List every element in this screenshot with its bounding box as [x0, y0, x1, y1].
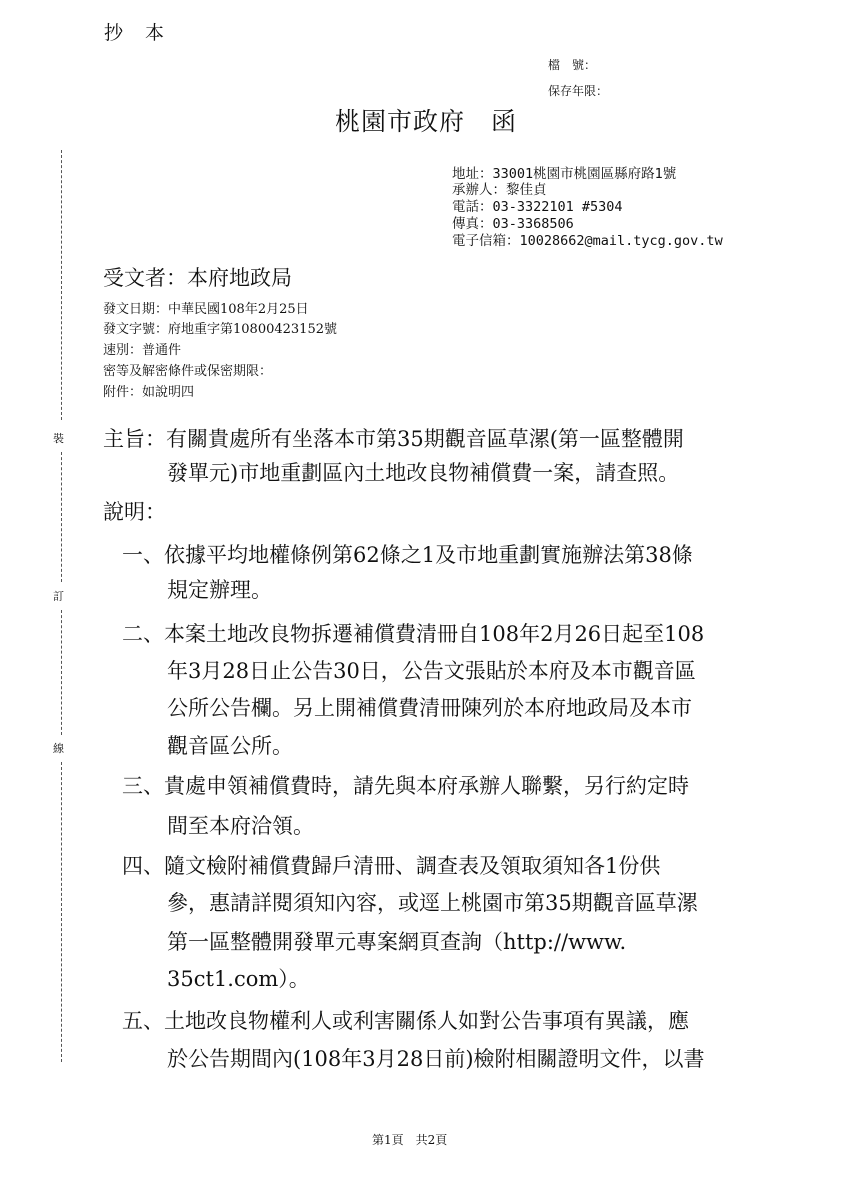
explanation-item-2: 觀音區公所。: [167, 734, 293, 758]
binding-mark-staple: 訂: [53, 590, 64, 603]
binding-line: [61, 762, 62, 1062]
document-title: 桃園市政府 函: [335, 107, 518, 136]
explanation-item-4: 四、隨文檢附補償費歸戶清冊、調查表及領取須知各1份供: [122, 854, 661, 878]
explanation-item-4: 第一區整體開發單元專案網頁查詢（http://www.: [167, 930, 627, 954]
contact-handler: 承辦人：黎佳貞: [452, 182, 547, 198]
copy-mark: 抄本: [104, 22, 187, 44]
issue-date: 發文日期：中華民國108年2月25日: [103, 302, 309, 317]
page-number: 第1頁 共2頁: [372, 1133, 448, 1147]
explanation-item-5: 五、土地改良物權利人或利害關係人如對公告事項有異議，應: [122, 1009, 689, 1033]
binding-mark-bind: 裝: [53, 432, 64, 445]
binding-mark-line: 線: [53, 742, 64, 755]
subject-line: 發單元)市地重劃區內土地改良物補償費一案，請查照。: [167, 461, 680, 485]
contact-address: 地址：33001桃園市桃園區縣府路1號: [452, 166, 677, 182]
attachment: 附件：如說明四: [103, 385, 195, 400]
explanation-item-3: 三、貴處申領補償費時，請先與本府承辦人聯繫，另行約定時: [122, 774, 689, 798]
delivery-speed: 速別：普通件: [103, 343, 182, 358]
binding-line: [61, 150, 62, 420]
binding-line: [61, 610, 62, 735]
explanation-item-4: 參，惠請詳閱須知內容，或逕上桃園市第35期觀音區草漯: [167, 891, 698, 915]
binding-line: [61, 452, 62, 582]
contact-fax: 傳真：03-3368506: [452, 216, 574, 232]
explanation-item-1: 規定辦理。: [167, 578, 272, 602]
explanation-item-4: 35ct1.com）。: [167, 967, 310, 991]
explanation-item-1: 一、依據平均地權條例第62條之1及市地重劃實施辦法第38條: [122, 543, 693, 567]
retention-period-label: 保存年限：: [548, 84, 609, 98]
explanation-item-2: 公所公告欄。另上開補償費清冊陳列於本府地政局及本市: [167, 696, 692, 720]
explanation-item-5: 於公告期間內(108年3月28日前)檢附相關證明文件，以書: [167, 1047, 705, 1071]
explanation-item-2: 二、本案土地改良物拆遷補償費清冊自108年2月26日起至108: [122, 622, 705, 646]
explanation-item-2: 年3月28日止公告30日，公告文張貼於本府及本市觀音區: [167, 659, 696, 683]
recipient: 受文者：本府地政局: [103, 266, 292, 290]
explanation-item-3: 間至本府洽領。: [167, 814, 314, 838]
contact-phone: 電話：03-3322101 #5304: [452, 199, 623, 215]
file-number-label: 檔 號：: [548, 58, 597, 72]
subject-line: 主旨：有關貴處所有坐落本市第35期觀音區草漯(第一區整體開: [103, 427, 684, 451]
explanation-heading: 說明：: [103, 500, 166, 524]
secrecy-level: 密等及解密條件或保密期限：: [103, 364, 273, 379]
document-number: 發文字號：府地重字第10800423152號: [103, 322, 337, 337]
contact-email: 電子信箱：10028662@mail.tycg.gov.tw: [452, 233, 723, 249]
